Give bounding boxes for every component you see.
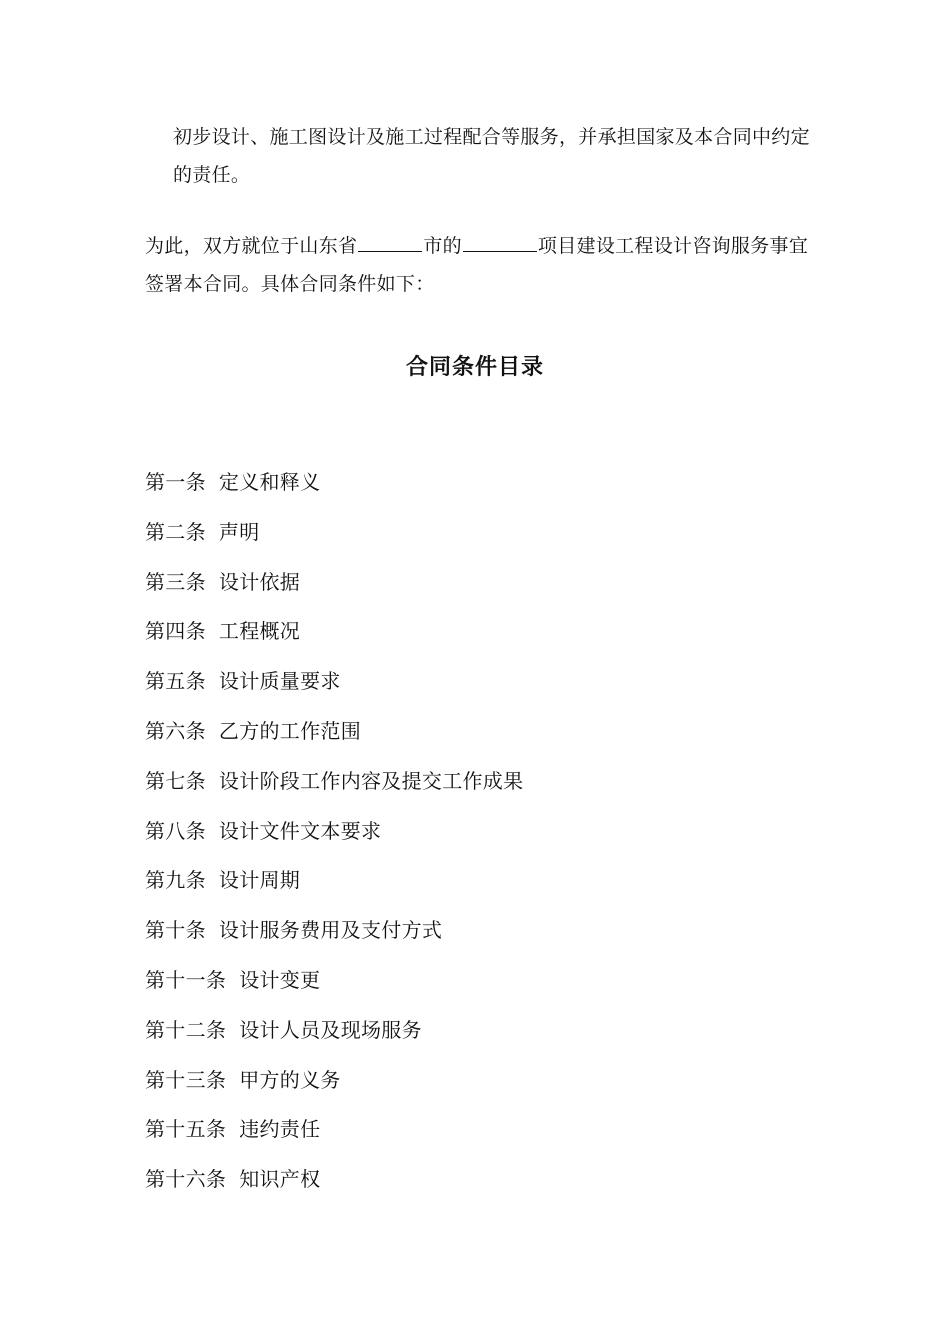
toc-item [145, 662, 523, 712]
toc-item [145, 463, 523, 513]
toc-item-number: 第三条 [145, 569, 206, 594]
toc-item [145, 513, 523, 563]
toc-item-number: 第十条 [145, 918, 206, 943]
toc-item [145, 911, 523, 961]
toc-item-title: 设计人员及现场服务 [239, 1017, 422, 1042]
toc-item [145, 1061, 523, 1111]
toc-item-title: 设计服务费用及支付方式 [218, 918, 443, 943]
toc-item-title: 声明 [218, 519, 260, 544]
toc-item-number: 第十一条 [145, 967, 227, 992]
toc-item-number: 第五条 [145, 669, 206, 694]
toc-item-title: 工程概况 [218, 619, 301, 644]
agreement-paragraph [145, 227, 808, 303]
toc-item-title: 设计依据 [218, 569, 301, 594]
city-blank [358, 229, 422, 252]
toc-item-number: 第四条 [145, 619, 206, 644]
toc-item [145, 1011, 523, 1061]
toc-item-number: 第十三条 [145, 1067, 227, 1092]
intro-line-1: 初步设计、施工图设计及施工过程配合等服务，并承担国家及本合同中约定 [173, 126, 810, 148]
agreement-text-province: 为此，双方就位于山东省 [145, 235, 358, 257]
toc-item-number: 第八条 [145, 818, 206, 843]
toc-title: 合同条件目录 [405, 354, 544, 380]
project-blank [463, 229, 537, 252]
intro-line-2: 的责任。 [173, 164, 251, 186]
toc-item-number: 第九条 [145, 868, 206, 893]
toc-item [145, 812, 523, 862]
toc-list [145, 463, 523, 1210]
toc-item-title: 乙方的工作范围 [218, 718, 362, 743]
toc-item-number: 第二条 [145, 519, 206, 544]
toc-item [145, 762, 523, 812]
toc-item-title: 设计质量要求 [218, 669, 341, 694]
toc-item-title: 设计文件文本要求 [218, 818, 382, 843]
agreement-line-2: 签署本合同。具体合同条件如下： [145, 273, 435, 295]
toc-item [145, 1110, 523, 1160]
toc-item-title: 违约责任 [239, 1117, 321, 1142]
toc-item-number: 第十五条 [145, 1117, 227, 1142]
toc-item [145, 612, 523, 662]
agreement-text-city: 市的 [423, 235, 462, 257]
agreement-line-1 [145, 227, 808, 265]
agreement-text-project: 项目建设工程设计咨询服务事宜 [537, 235, 809, 257]
toc-item-title: 设计周期 [218, 868, 301, 893]
toc-item-number: 第一条 [145, 470, 206, 494]
toc-item-title: 定义和释义 [218, 470, 321, 494]
intro-paragraph [173, 118, 810, 194]
toc-item-number: 第十六条 [145, 1167, 227, 1192]
toc-item [145, 712, 523, 762]
toc-item [145, 1160, 523, 1210]
toc-item-title: 设计阶段工作内容及提交工作成果 [218, 768, 524, 793]
toc-item-number: 第六条 [145, 718, 206, 743]
toc-item-title: 甲方的义务 [239, 1067, 341, 1092]
toc-item-number: 第七条 [145, 768, 206, 793]
toc-item [145, 861, 523, 911]
toc-item-title: 设计变更 [239, 967, 321, 992]
toc-item-number: 第十二条 [145, 1017, 227, 1042]
toc-item [145, 563, 523, 613]
toc-item [145, 961, 523, 1011]
toc-item-title: 知识产权 [239, 1167, 321, 1192]
